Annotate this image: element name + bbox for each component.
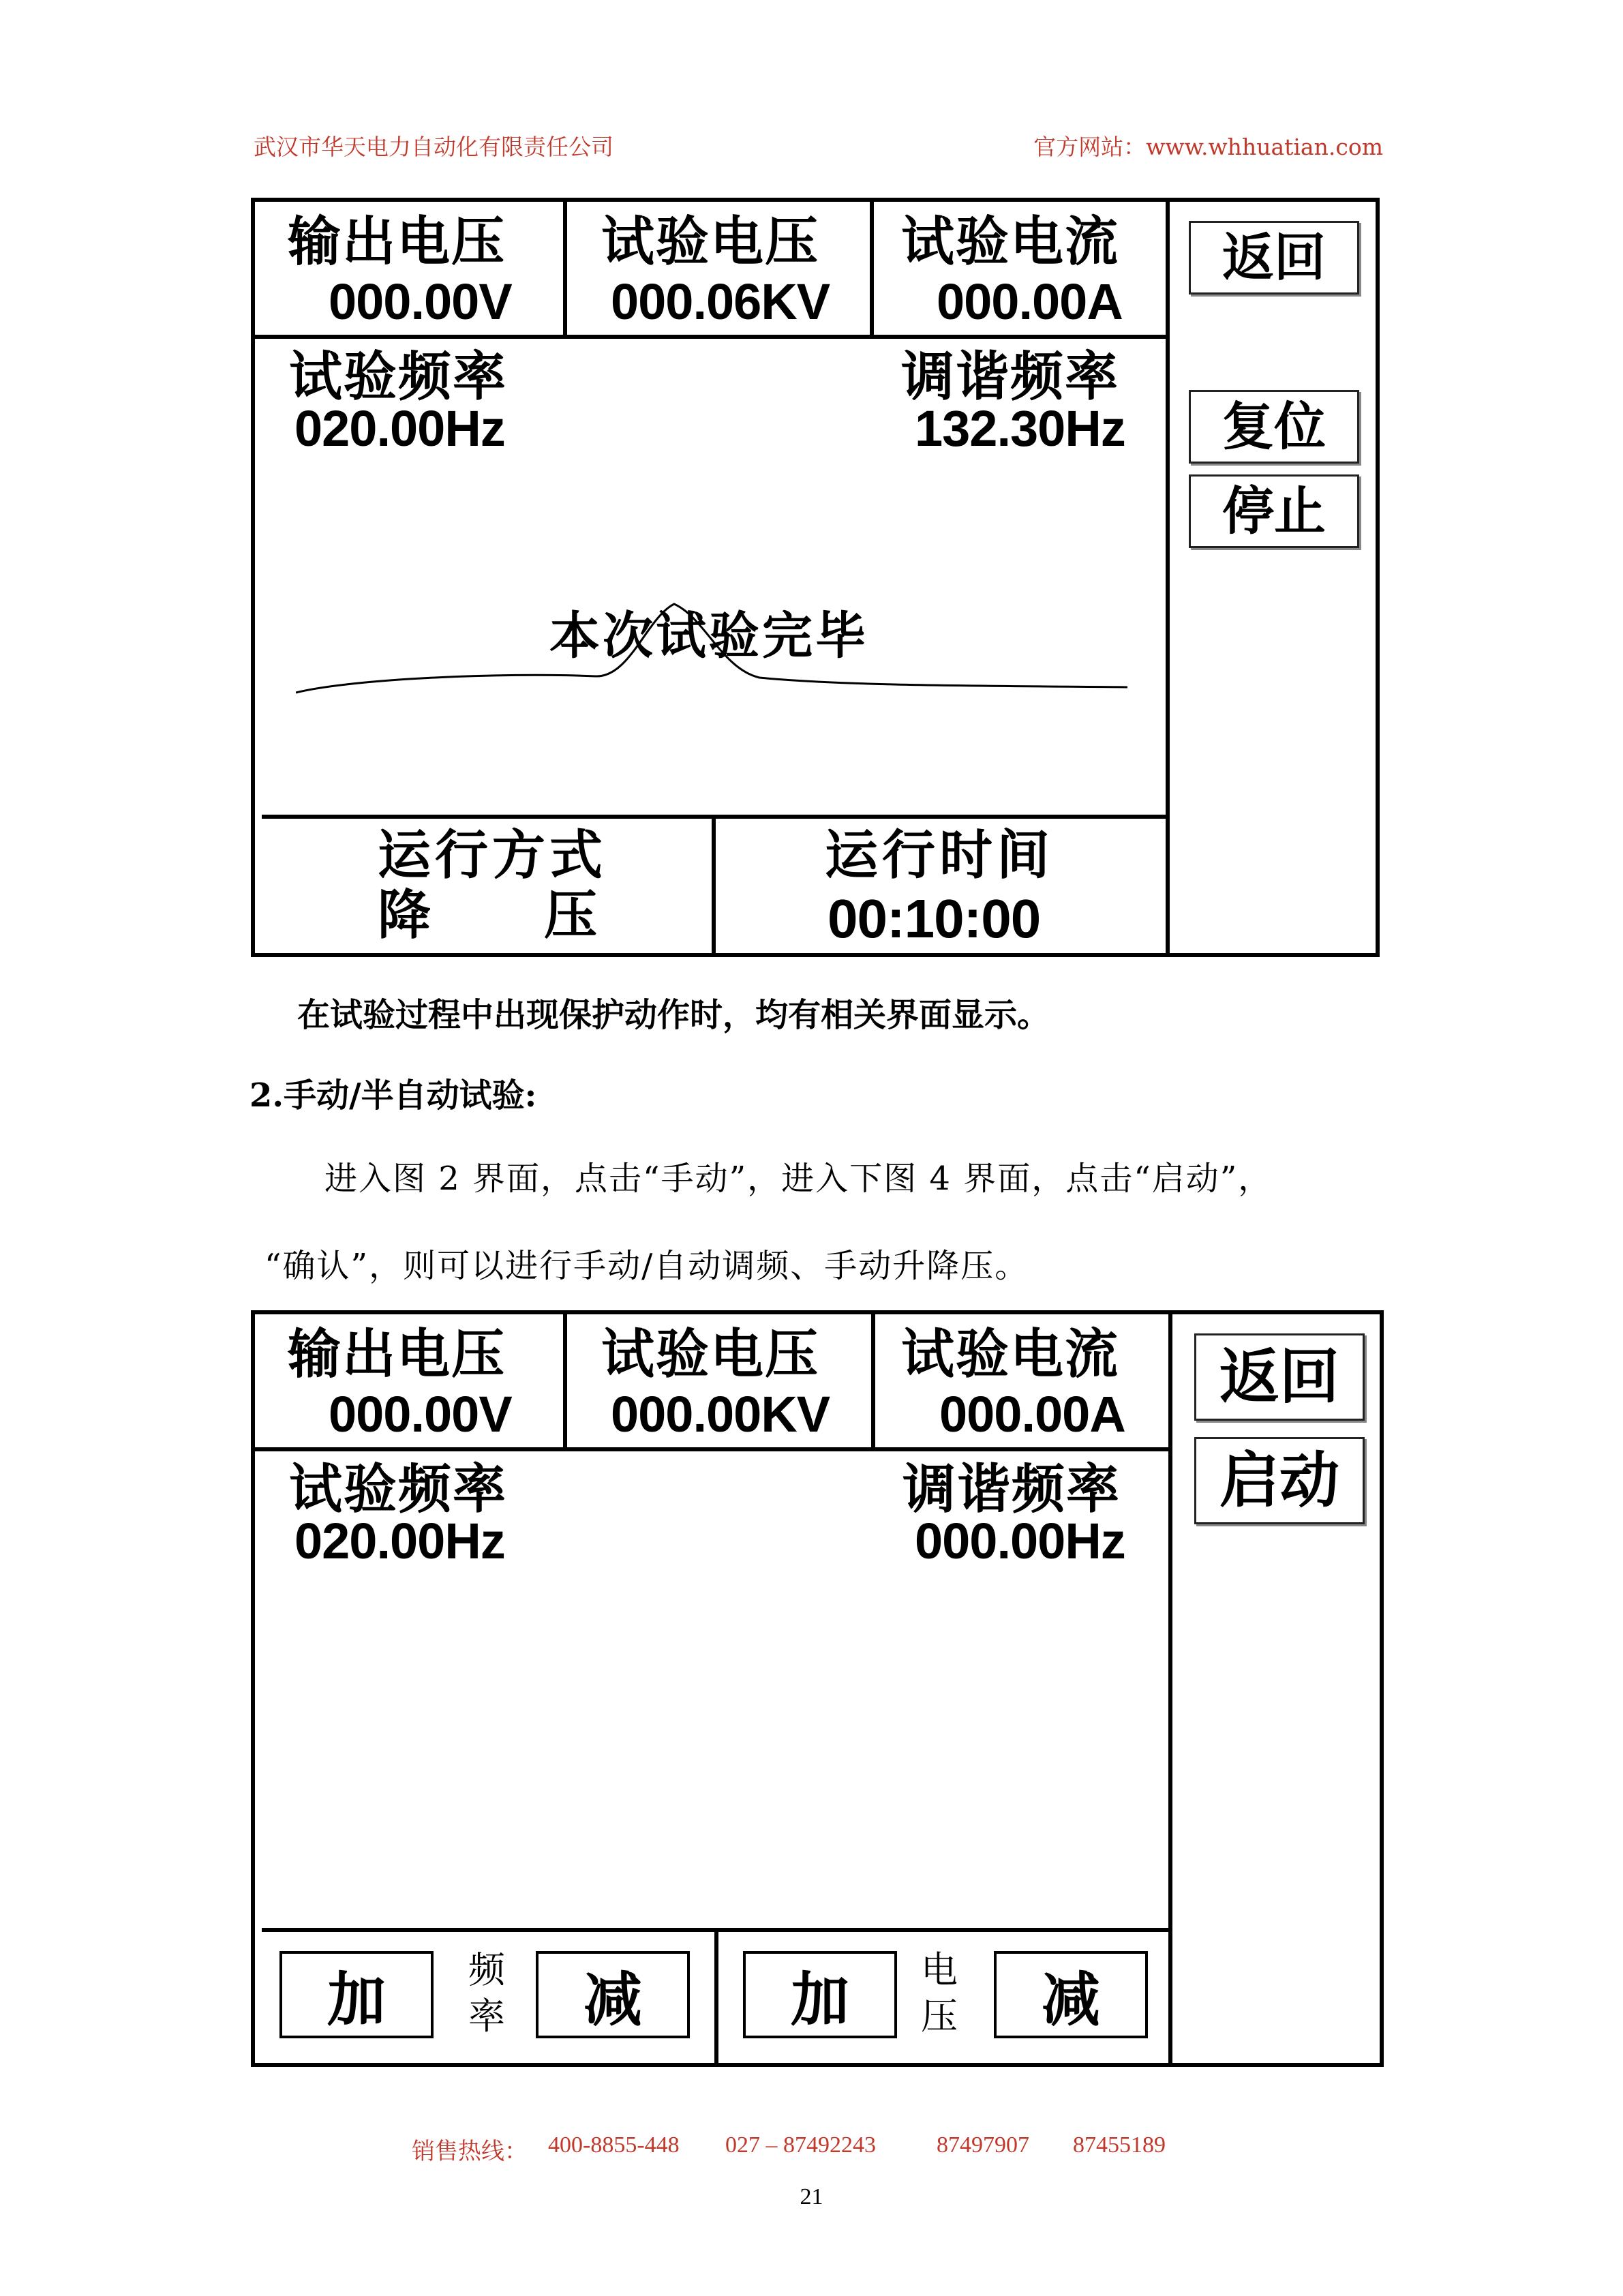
screen1-panel	[251, 198, 1380, 957]
screen2-top-divider-2	[871, 1314, 875, 1449]
back-button[interactable]: 返回	[1189, 221, 1359, 294]
resonance-frequency-label: 调谐频率	[902, 1459, 1121, 1520]
run-time-value: 00:10:00	[828, 888, 1041, 949]
screen1-bottom-divider	[712, 817, 716, 953]
test-voltage-value: 000.06KV	[611, 273, 830, 330]
screen2-top-divider-1	[563, 1314, 567, 1449]
resonance-frequency-label: 调谐频率	[901, 346, 1120, 408]
voltage-label-top: 电	[921, 1948, 958, 1991]
voltage-add-button[interactable]: 加	[743, 1951, 897, 2038]
protection-note: 在试验过程中出现保护动作时，均有相关界面显示。	[297, 996, 1050, 1034]
phone-4: 87455189	[1073, 2132, 1166, 2158]
test-current-value: 000.00A	[937, 273, 1123, 330]
run-mode-value-right: 压	[544, 885, 599, 946]
screen1-side-divider	[1166, 202, 1170, 953]
output-voltage-label: 输出电压	[288, 1324, 506, 1385]
page-number: 21	[800, 2184, 823, 2209]
test-voltage-label: 试验电压	[601, 1324, 820, 1385]
instruction-line-1: 进入图 2 界面，点击“手动”，进入下图 4 界面，点击“启动”，	[324, 1160, 1273, 1198]
output-voltage-value: 000.00V	[329, 1386, 512, 1442]
sales-hotline-label: 销售热线：	[412, 2139, 528, 2164]
test-frequency-label: 试验频率	[289, 346, 508, 408]
test-current-value: 000.00A	[939, 1386, 1125, 1442]
output-voltage-value: 000.00V	[329, 273, 512, 330]
website: 官方网站：www.whhuatian.com	[1033, 134, 1383, 160]
screen1-top-row-bottom	[255, 335, 1166, 339]
test-frequency-value: 020.00Hz	[294, 400, 505, 457]
company-name: 武汉市华天电力自动化有限责任公司	[254, 134, 613, 160]
stop-button[interactable]: 停止	[1189, 474, 1359, 548]
section-title: 2.手动/半自动试验:	[249, 1076, 537, 1115]
test-frequency-label: 试验频率	[289, 1459, 508, 1520]
resonance-frequency-value: 000.00Hz	[915, 1513, 1125, 1569]
run-mode-value-left: 降	[378, 885, 433, 946]
voltage-subtract-button[interactable]: 减	[994, 1951, 1148, 2038]
run-mode-label: 运行方式	[378, 825, 607, 886]
reset-button[interactable]: 复位	[1189, 390, 1359, 464]
screen2-side-divider	[1168, 1314, 1172, 2063]
start-button[interactable]: 启动	[1194, 1437, 1365, 1524]
voltage-label	[912, 1947, 967, 2039]
screen1-top-divider-1	[563, 202, 567, 337]
screen1-top-divider-2	[870, 202, 874, 337]
test-current-label: 试验电流	[901, 211, 1120, 273]
screen2-bottom-divider	[714, 1930, 718, 2063]
back-button[interactable]: 返回	[1194, 1333, 1365, 1421]
phone-1: 400-8855-448	[548, 2132, 680, 2158]
run-time-label: 运行时间	[825, 825, 1055, 886]
phone-2: 027 – 87492243	[725, 2132, 876, 2158]
test-frequency-value: 020.00Hz	[294, 1513, 505, 1569]
frequency-label-bottom: 率	[468, 1994, 505, 2038]
frequency-label-top: 频	[468, 1948, 505, 1991]
frequency-subtract-button[interactable]: 减	[536, 1951, 690, 2038]
test-current-label: 试验电流	[901, 1324, 1120, 1385]
screen2-panel	[251, 1310, 1384, 2067]
test-complete-message: 本次试验完毕	[549, 607, 868, 665]
phone-3: 87497907	[937, 2132, 1029, 2158]
screen2-top-row-bottom	[255, 1447, 1168, 1451]
test-voltage-value: 000.00KV	[611, 1386, 830, 1442]
frequency-add-button[interactable]: 加	[279, 1951, 434, 2038]
output-voltage-label: 输出电压	[288, 211, 506, 273]
resonance-frequency-value: 132.30Hz	[915, 400, 1125, 457]
instruction-line-2: “确认”，则可以进行手动/自动调频、手动升降压。	[264, 1247, 1029, 1285]
frequency-label	[459, 1947, 514, 2039]
voltage-label-bottom: 压	[921, 1994, 958, 2038]
test-voltage-label: 试验电压	[601, 211, 820, 273]
